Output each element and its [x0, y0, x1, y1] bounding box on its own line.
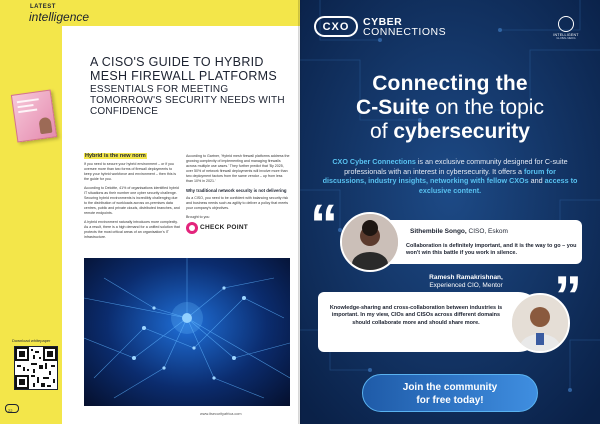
- page-number: 22: [8, 408, 13, 413]
- ad-headline: Connecting the C-Suite on the topic of cybersecurity: [356, 72, 544, 143]
- testimonial-2-role: Experienced CIO, Mentor: [429, 282, 503, 289]
- cxo-cyber-connections-logo: [314, 16, 446, 37]
- checkpoint-logo: [186, 222, 290, 234]
- column-2-subhead: Why traditional network security is not delivering: [186, 188, 287, 193]
- testimonial-1-text: Collaboration is definitely important, and it is the way to go – you won't win this battle if you work in silence.: [406, 243, 577, 257]
- section-label-big: intelligence: [29, 10, 90, 24]
- cta-line-2: for free today!: [416, 395, 484, 406]
- article-column-1: [84, 154, 180, 244]
- paragraph: According to Deloitte, 41% of organisations identified hybrid IT situations as their number one cyber security challenge. Securing hybrid environments is incredibly challenging due to the distribution of workloads across on-premises data centres, public and private clouds, distributed branches, and remote endpoints.: [84, 186, 180, 215]
- close-quote-icon: ”: [554, 264, 582, 327]
- network-illustration: [84, 258, 290, 406]
- column-1-subhead: Hybrid is the new norm: [85, 153, 146, 159]
- testimonial-1-name: Sithembile Songo, CISO, Eskom: [410, 228, 508, 235]
- cta-line-1: Join the community: [402, 382, 498, 393]
- paragraph: A hybrid environment naturally introduces more complexity. As a result, there is a high demand for a unified solution that protects the most critical areas of an organisation's IT infrastructure.: [84, 220, 180, 239]
- cxo-logo-text: CYBER CONNECTIONS: [363, 15, 447, 38]
- right-page: [300, 0, 600, 424]
- sponsor-label: Brought to you: [186, 214, 210, 219]
- globe-icon: [558, 16, 574, 32]
- join-community-button[interactable]: [362, 374, 538, 412]
- article-title: [90, 56, 295, 117]
- paragraph: If you need to secure your hybrid environment – or if you oversee more than two forms of firewall deployments to keep your hybrid workforce and environment – then this is the guide for you.: [84, 162, 177, 181]
- open-quote-icon: “: [310, 192, 338, 255]
- testimonial-2-name: Ramesh Ramakrishnan,: [429, 274, 503, 281]
- checkpoint-logo-icon: [186, 222, 198, 234]
- qr-code-image[interactable]: [14, 346, 58, 390]
- checkpoint-logo-text: CHECK POINT: [200, 224, 249, 231]
- page-spine-shadow: [298, 0, 302, 424]
- section-label-small: LATEST: [30, 4, 56, 10]
- article-title-sub: ESSENTIALS FOR MEETING TOMORROW'S SECURITY NEEDS WITH CONFIDENCE: [90, 84, 285, 117]
- testimonial-1-avatar: [340, 212, 400, 272]
- testimonial-2-text: Knowledge-sharing and cross-collaboration between industries is important. In my view, CIOs and CISOs across different domains should collaborate more and should share more.: [329, 305, 503, 326]
- whitepaper-cover-image: [11, 89, 57, 142]
- article-column-2: [186, 154, 290, 234]
- footer-url: www.itsecurityafrica.com: [200, 412, 242, 416]
- ad-intro-text: CXO Cyber Connections is an exclusive community designed for C-suite professionals with an interest in cybersecurity. It offers a forum for discussions, industry insights, networking with fellow CXOs and access to exclusive content.: [322, 157, 578, 195]
- intelligent-global-media-badge: INTELLIGENT GLOBAL MEDIA: [542, 16, 590, 40]
- cxo-logo-mark: CXO: [314, 16, 358, 37]
- circuit-background: [300, 0, 600, 424]
- paragraph: According to Gartner, 'Hybrid mesh firewall platforms address the growing complexity of implementing and managing firewalls across multiple use cases.' They further predict that 'By 2025, over 50% of network firewall deployments will involve more than two deployment factors from the same vendor – up from less than 10% in 2021.': [186, 154, 290, 183]
- article-title-main: A CISO'S GUIDE TO HYBRID MESH FIREWALL PLATFORMS: [90, 55, 278, 83]
- qr-label: Download whitepaper: [12, 338, 51, 343]
- paragraph: As a CISO, you need to be confident with balancing security risk and business needs such as agility to deliver a policy that meets your company's objectives.: [186, 195, 289, 210]
